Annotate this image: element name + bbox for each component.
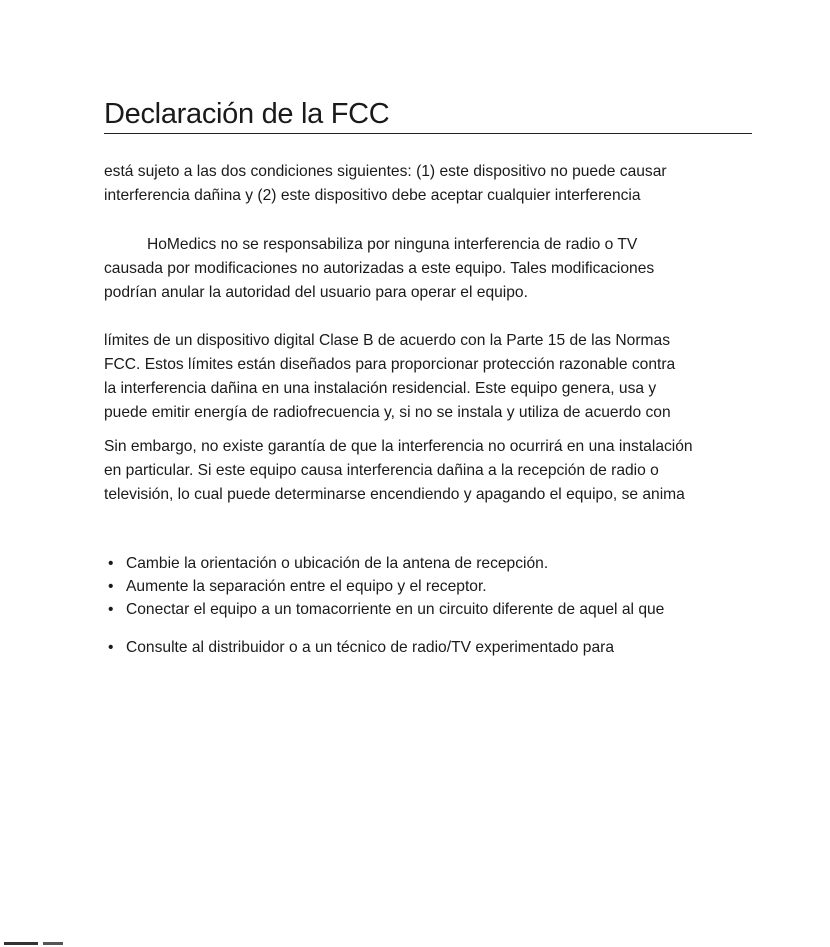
paragraph-no-guarantee (104, 435, 764, 507)
list-item (108, 636, 614, 659)
bullet-icon: • (108, 639, 114, 656)
bullet-icon: • (108, 555, 114, 572)
page-title: Declaración de la FCC (104, 98, 390, 130)
footer-mark (4, 942, 38, 945)
list-item (108, 552, 664, 575)
list-item (108, 575, 664, 598)
paragraph-line: Sin embargo, no existe garantía de que la interferencia no ocurrirá en una instalación (104, 438, 693, 455)
paragraph-line: causada por modificaciones no autorizadas a este equipo. Tales modificaciones (104, 260, 655, 277)
paragraph-conditions (104, 160, 764, 208)
bullet-icon: • (108, 578, 114, 595)
paragraph-line: límites de un dispositivo digital Clase B de acuerdo con la Parte 15 de las Normas (104, 332, 671, 349)
paragraph-line: en particular. Si este equipo causa interferencia dañina a la recepción de radio o (104, 462, 659, 479)
title-underline (104, 133, 752, 134)
bullet-list-measures (108, 552, 664, 621)
list-item-text: Consulte al distribuidor o a un técnico de radio/TV experimentado para (126, 639, 615, 656)
paragraph-line: puede emitir energía de radiofrecuencia y, si no se instala y utiliza de acuerdo con (104, 404, 671, 421)
paragraph-line: podrían anular la autoridad del usuario para operar el equipo. (104, 284, 528, 301)
paragraph-responsibility (104, 233, 764, 305)
list-item-text: Cambie la orientación o ubicación de la antena de recepción. (126, 555, 549, 572)
paragraph-line: FCC. Estos límites están diseñados para proporcionar protección razonable contra (104, 356, 676, 373)
bullet-icon: • (108, 601, 114, 618)
paragraph-line: HoMedics no se responsabiliza por ninguna interferencia de radio o TV (147, 236, 638, 253)
list-item-text: Conectar el equipo a un tomacorriente en un circuito diferente de aquel al que (126, 601, 665, 618)
list-item (108, 598, 664, 621)
paragraph-line: interferencia dañina y (2) este dispositivo debe aceptar cualquier interferencia (104, 187, 641, 204)
list-item-text: Aumente la separación entre el equipo y el receptor. (126, 578, 487, 595)
paragraph-class-b-limits (104, 329, 764, 425)
footer-mark (43, 942, 63, 945)
paragraph-line: televisión, lo cual puede determinarse encendiendo y apagando el equipo, se anima (104, 486, 685, 503)
paragraph-line: está sujeto a las dos condiciones siguientes: (1) este dispositivo no puede causar (104, 163, 667, 180)
paragraph-line: la interferencia dañina en una instalación residencial. Este equipo genera, usa y (104, 380, 657, 397)
bullet-list-consult (108, 636, 614, 659)
